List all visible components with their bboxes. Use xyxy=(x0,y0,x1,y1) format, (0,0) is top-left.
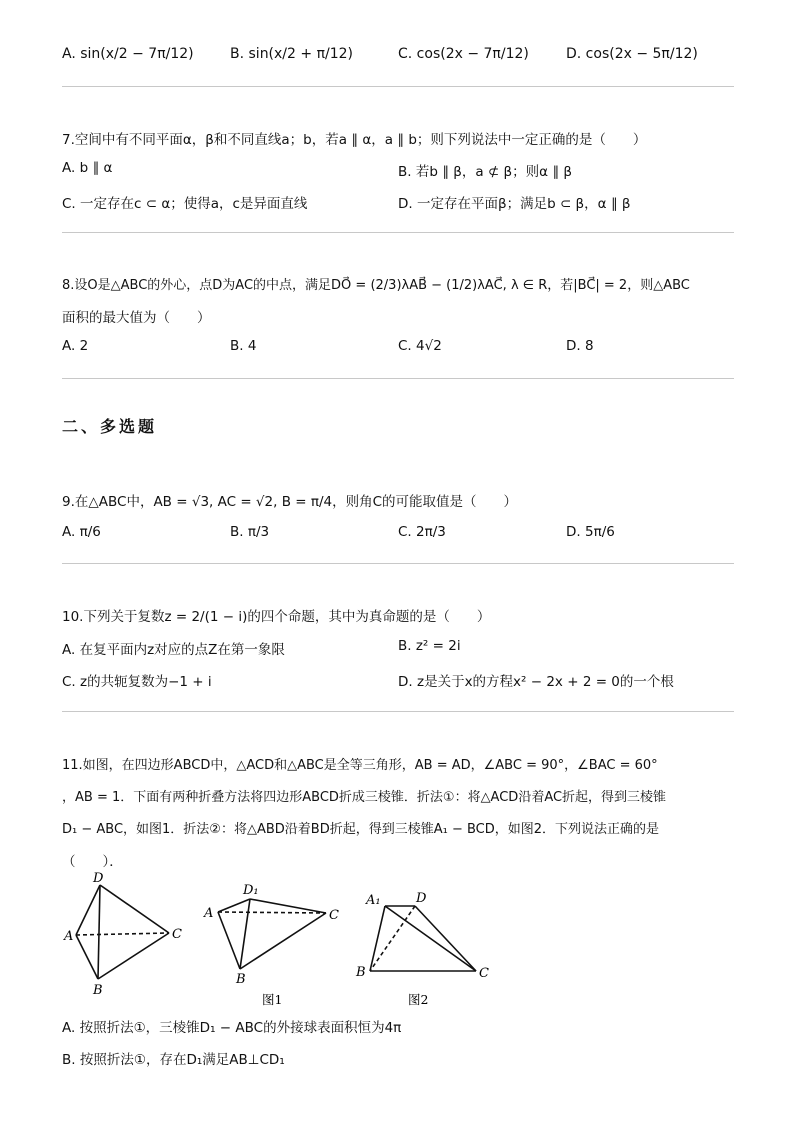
label-b: B xyxy=(93,983,103,998)
q11-option-a: A. 按照折法①，三棱锥D₁ − ABC的外接球表面积恒为4π xyxy=(62,1020,402,1036)
q11-stem-line1: 11.如图，在四边形ABCD中，△ACD和△ABC是全等三角形，AB = AD，∠ABC = 90°，∠BAC = 60° xyxy=(62,758,658,773)
q10-option-b: B. z² = 2i xyxy=(398,638,461,654)
q11-stem-line4: （ ）． xyxy=(62,854,123,870)
q9-stem: 9.在△ABC中，AB = √3, AC = √2, B = π/4，则角C的可能取值是（ ） xyxy=(62,494,518,510)
q8-stem: 8.设O是△ABC的外心，点D为AC的中点，满足DO⃗ = (2/3)λAB⃗ − (1/2)λAC⃗, λ ∈ R，若|BC⃗| = 2，则△ABC xyxy=(62,278,690,293)
q10-option-c: C. z的共轭复数为−1 + i xyxy=(62,674,212,690)
figure-1-caption: 图1 xyxy=(262,992,283,1007)
label-b: B xyxy=(356,965,366,980)
q10-stem: 10.下列关于复数z = 2/(1 − i)的四个命题，其中为真命题的是（ ） xyxy=(62,609,491,625)
q10-option-a: A. 在复平面内z对应的点Z在第一象限 xyxy=(62,642,285,658)
label-a: A xyxy=(204,906,214,921)
label-d1: D₁ xyxy=(243,883,259,898)
q9-option-c: C. 2π/3 xyxy=(398,524,446,540)
q9-option-b: B. π/3 xyxy=(230,524,270,540)
figure-2-caption: 图2 xyxy=(408,992,429,1007)
q11-option-b: B. 按照折法①，存在D₁满足AB⊥CD₁ xyxy=(62,1052,285,1068)
label-a: A xyxy=(64,929,74,944)
q8-option-a: A. 2 xyxy=(62,338,89,354)
q6-option-c: C. cos(2x − 7π/12) xyxy=(398,46,529,62)
divider xyxy=(62,563,734,564)
divider xyxy=(62,86,734,87)
q11-figures xyxy=(60,866,510,1014)
label-a1: A₁ xyxy=(366,893,381,908)
q10-option-d: D. z是关于x的方程x² − 2x + 2 = 0的一个根 xyxy=(398,674,674,690)
q8-stem-cont: 面积的最大值为（ ） xyxy=(62,310,211,326)
q7-option-b: B. 若b ∥ β，a ⊄ β；则α ∥ β xyxy=(398,164,572,180)
q8-option-d: D. 8 xyxy=(566,338,594,354)
q7-option-a: A. b ∥ α xyxy=(62,160,113,176)
figure-2 xyxy=(370,906,476,971)
q11-stem-line2: ，AB = 1．下面有两种折叠方法将四边形ABCD折成三棱锥．折法①：将△ACD沿着AC折起，得到三棱锥 xyxy=(62,790,667,805)
label-c: C xyxy=(329,908,339,923)
label-c: C xyxy=(172,927,182,942)
q11-stem-line3: D₁ − ABC，如图1．折法②：将△ABD沿着BD折起，得到三棱锥A₁ − BCD，如图2．下列说法正确的是 xyxy=(62,822,660,837)
label-d: D xyxy=(93,871,104,886)
q7-option-d: D. 一定存在平面β；满足b ⊂ β，α ∥ β xyxy=(398,196,631,212)
q6-option-b: B. sin(x/2 + π/12) xyxy=(230,46,353,62)
divider xyxy=(62,378,734,379)
label-b: B xyxy=(236,972,246,987)
figure-quadrilateral xyxy=(76,885,169,979)
figure-1 xyxy=(218,899,326,969)
label-c: C xyxy=(479,966,489,981)
q9-option-d: D. 5π/6 xyxy=(566,524,615,540)
q6-option-d: D. cos(2x − 5π/12) xyxy=(566,46,698,62)
divider xyxy=(62,232,734,233)
q7-option-c: C. 一定存在c ⊂ α；使得a，c是异面直线 xyxy=(62,196,308,212)
label-d: D xyxy=(416,891,427,906)
section-heading: 二、多选题 xyxy=(62,417,158,436)
q8-option-c: C. 4√2 xyxy=(398,338,442,354)
q8-option-b: B. 4 xyxy=(230,338,257,354)
q7-stem: 7.空间中有不同平面α，β和不同直线a；b，若a ∥ α，a ∥ b；则下列说法中一定正确的是（ ） xyxy=(62,132,647,148)
q6-option-a: A. sin(x/2 − 7π/12) xyxy=(62,46,194,62)
divider xyxy=(62,711,734,712)
q9-option-a: A. π/6 xyxy=(62,524,101,540)
